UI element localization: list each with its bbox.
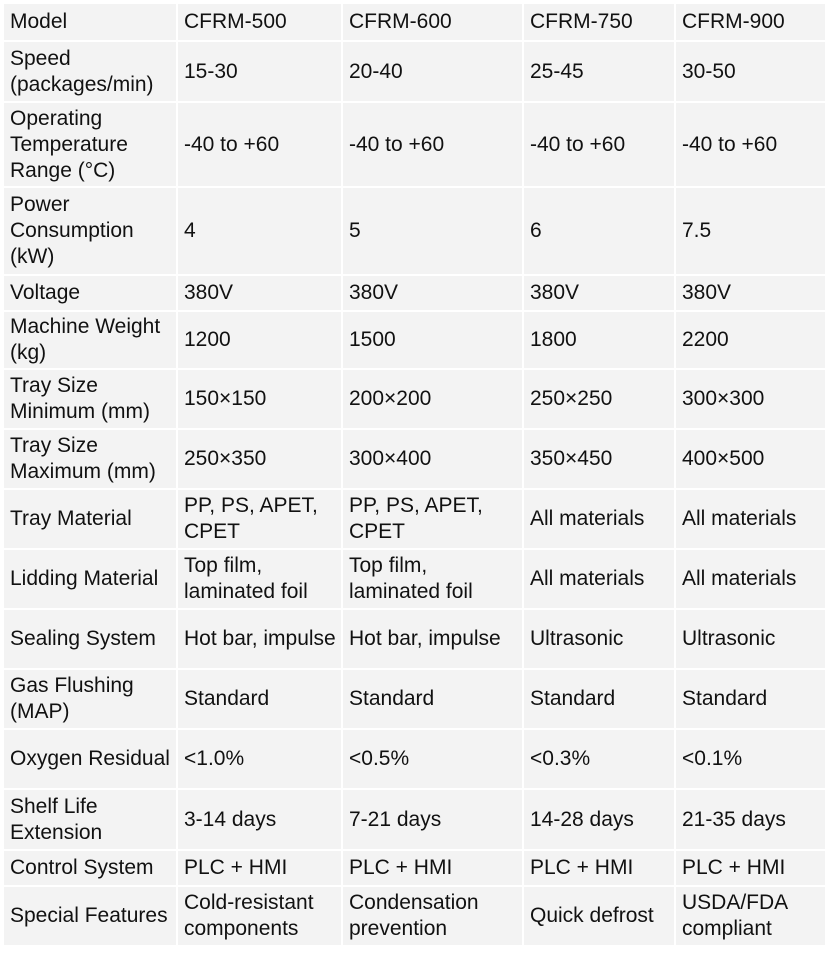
table-cell: 21-35 days [676, 790, 825, 849]
table-cell: 7.5 [676, 188, 825, 274]
row-label: Shelf Life Extension [4, 790, 176, 849]
table-cell: 300×300 [676, 370, 825, 428]
table-row-machine-weight [4, 312, 825, 368]
table-row-tray-size-minimum [4, 370, 825, 428]
table-cell: <0.5% [343, 730, 522, 788]
header-cell-cfrm-900: CFRM-900 [676, 4, 825, 40]
table-cell: 380V [178, 276, 341, 310]
row-label: Control System [4, 851, 176, 885]
table-cell: Ultrasonic [676, 610, 825, 668]
table-row-shelf-life [4, 790, 825, 849]
table-cell: 350×450 [524, 430, 674, 488]
table-cell: PLC + HMI [676, 851, 825, 885]
table-row-special-features [4, 887, 825, 945]
table-cell: 6 [524, 188, 674, 274]
row-label: Operating Temperature Range (°C) [4, 103, 176, 186]
table-cell: 4 [178, 188, 341, 274]
table-cell: 380V [676, 276, 825, 310]
table-row-gas-flushing [4, 670, 825, 728]
table-cell: 380V [343, 276, 522, 310]
table-cell: 30-50 [676, 42, 825, 101]
table-cell: 5 [343, 188, 522, 274]
row-label: Power Consumption (kW) [4, 188, 176, 274]
table-cell: <1.0% [178, 730, 341, 788]
table-cell: -40 to +60 [524, 103, 674, 186]
table-cell: 20-40 [343, 42, 522, 101]
table-cell: 150×150 [178, 370, 341, 428]
header-cell-cfrm-500: CFRM-500 [178, 4, 341, 40]
row-label: Machine Weight (kg) [4, 312, 176, 368]
table-cell: Standard [676, 670, 825, 728]
table-cell: 1500 [343, 312, 522, 368]
table-cell: 7-21 days [343, 790, 522, 849]
row-label: Tray Size Maximum (mm) [4, 430, 176, 488]
table-cell: 400×500 [676, 430, 825, 488]
table-cell: 1200 [178, 312, 341, 368]
table-cell: Standard [524, 670, 674, 728]
row-label: Voltage [4, 276, 176, 310]
table-cell: Hot bar, impulse [178, 610, 341, 668]
row-label: Lidding Material [4, 550, 176, 608]
table-cell: -40 to +60 [676, 103, 825, 186]
header-cell-cfrm-600: CFRM-600 [343, 4, 522, 40]
table-row-control-system [4, 851, 825, 885]
row-label: Speed (packages/min) [4, 42, 176, 101]
header-cell-label: Model [4, 4, 176, 40]
table-cell: Standard [343, 670, 522, 728]
table-row-oxygen-residual [4, 730, 825, 788]
table-cell: Standard [178, 670, 341, 728]
row-label: Tray Material [4, 490, 176, 548]
row-label: Oxygen Residual [4, 730, 176, 788]
table-cell: 250×250 [524, 370, 674, 428]
table-cell: PLC + HMI [343, 851, 522, 885]
table-row-tray-size-maximum [4, 430, 825, 488]
row-label: Gas Flushing (MAP) [4, 670, 176, 728]
table-cell: 1800 [524, 312, 674, 368]
table-cell: Condensation prevention [343, 887, 522, 945]
table-cell: 25-45 [524, 42, 674, 101]
table-cell: 200×200 [343, 370, 522, 428]
table-cell: All materials [676, 550, 825, 608]
table-cell: 15-30 [178, 42, 341, 101]
table-row-sealing-system [4, 610, 825, 668]
row-label: Special Features [4, 887, 176, 945]
spec-table [2, 2, 827, 947]
table-cell: Hot bar, impulse [343, 610, 522, 668]
table-row-voltage [4, 276, 825, 310]
table-cell: 2200 [676, 312, 825, 368]
table-row-lidding-material [4, 550, 825, 608]
table-row-operating-temperature [4, 103, 825, 186]
table-cell: <0.3% [524, 730, 674, 788]
table-cell: 14-28 days [524, 790, 674, 849]
table-cell: Cold-resistant components [178, 887, 341, 945]
table-cell: All materials [524, 490, 674, 548]
table-cell: PP, PS, APET, CPET [343, 490, 522, 548]
table-cell: Top film, laminated foil [343, 550, 522, 608]
table-cell: PP, PS, APET, CPET [178, 490, 341, 548]
table-cell: Top film, laminated foil [178, 550, 341, 608]
table-cell: 250×350 [178, 430, 341, 488]
table-cell: 300×400 [343, 430, 522, 488]
table-cell: Ultrasonic [524, 610, 674, 668]
table-row-power-consumption [4, 188, 825, 274]
row-label: Sealing System [4, 610, 176, 668]
table-row-speed [4, 42, 825, 101]
table-cell: Quick defrost [524, 887, 674, 945]
table-cell: 3-14 days [178, 790, 341, 849]
table-cell: All materials [676, 490, 825, 548]
table-cell: -40 to +60 [343, 103, 522, 186]
table-cell: USDA/FDA compliant [676, 887, 825, 945]
row-label: Tray Size Minimum (mm) [4, 370, 176, 428]
table-row-tray-material [4, 490, 825, 548]
table-cell: <0.1% [676, 730, 825, 788]
table-cell: PLC + HMI [524, 851, 674, 885]
table-cell: All materials [524, 550, 674, 608]
header-row [4, 4, 825, 40]
table-cell: -40 to +60 [178, 103, 341, 186]
table-cell: 380V [524, 276, 674, 310]
header-cell-cfrm-750: CFRM-750 [524, 4, 674, 40]
table-cell: PLC + HMI [178, 851, 341, 885]
